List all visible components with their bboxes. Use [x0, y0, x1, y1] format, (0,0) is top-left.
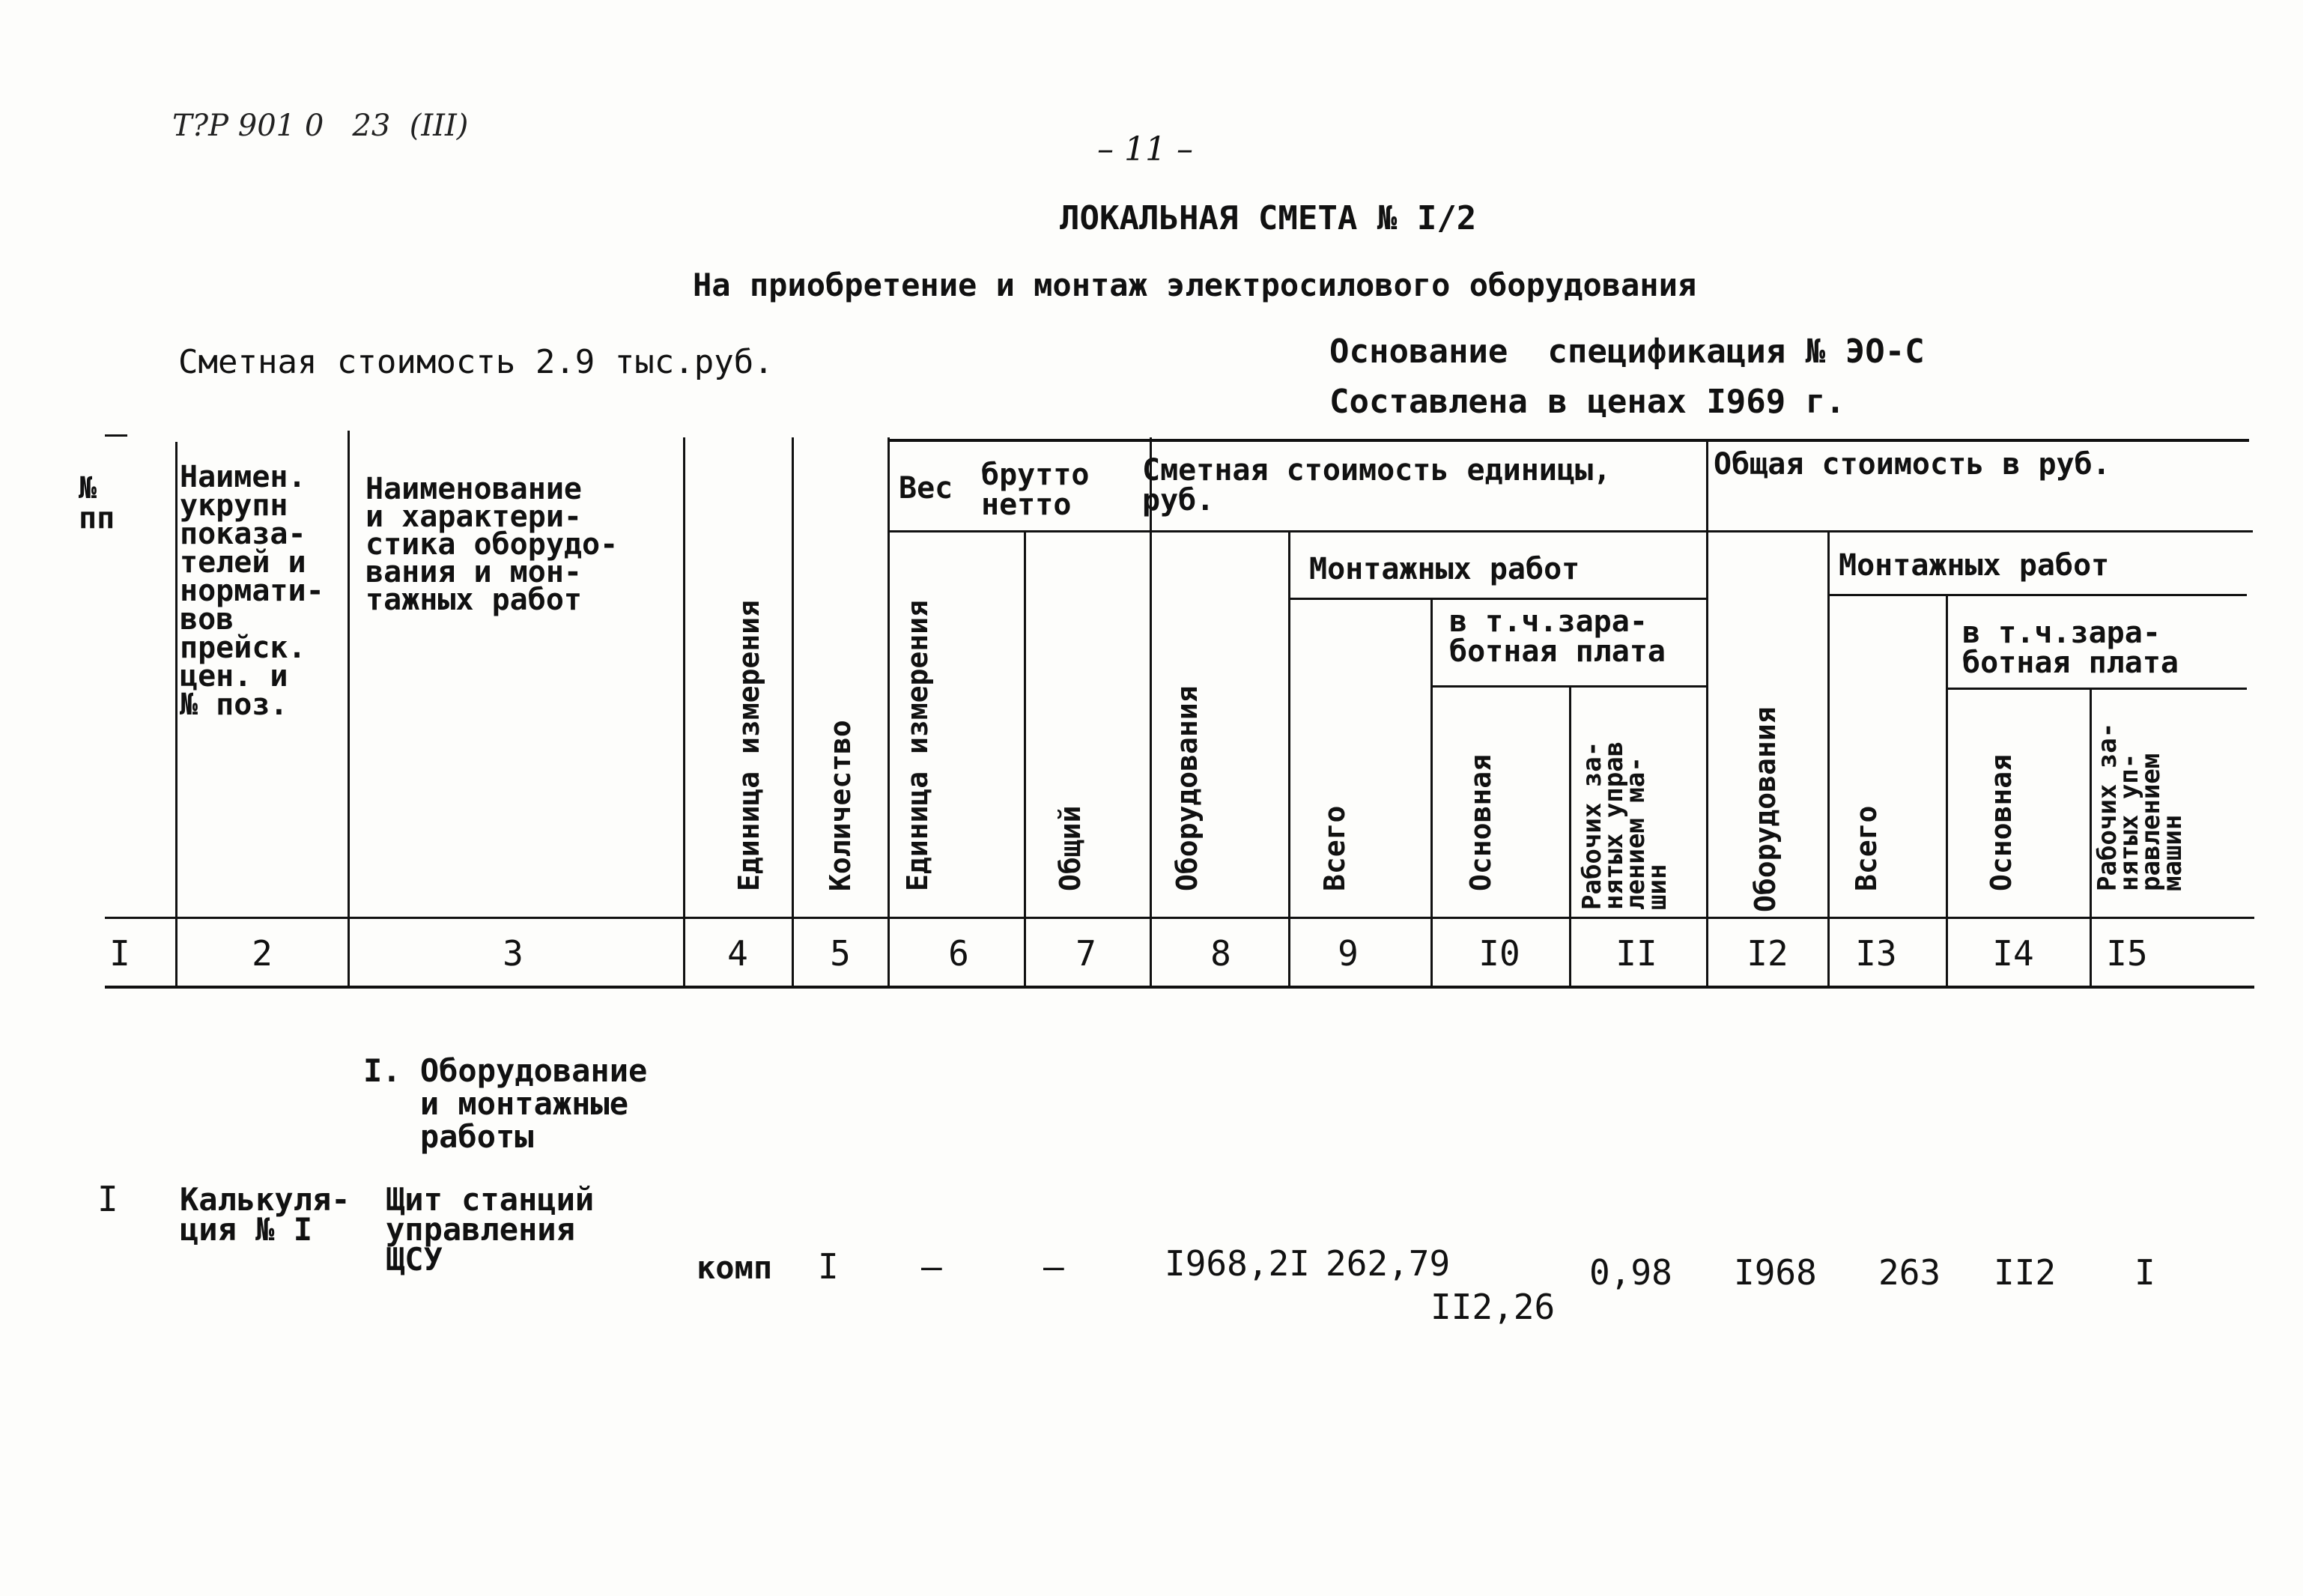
header-unit-wage-group: в т.ч.зара- ботная плата: [1449, 604, 1666, 669]
column-number: II: [1615, 933, 1657, 974]
page-number: – 11 –: [1097, 130, 1193, 169]
row-unit: комп: [697, 1249, 773, 1286]
header-unit-wage-basic: Основная: [1464, 753, 1497, 891]
row-name: Щит станций управления ЩСУ: [386, 1181, 595, 1278]
header-total-cost-group: Общая стоимость в руб.: [1714, 447, 2111, 482]
header-unit-cost-group: Сметная стоимость единицы, руб.: [1142, 453, 1612, 518]
column-number: 2: [252, 933, 273, 974]
header-unit: Единица измерения: [732, 600, 765, 891]
column-number: I5: [2106, 933, 2148, 974]
row-equipment-price: I968,2I: [1165, 1243, 1310, 1284]
header-total-equipment: Оборудования: [1749, 706, 1782, 912]
row-weight-total: –: [1043, 1246, 1064, 1287]
header-qty: Количество: [824, 720, 857, 891]
column-number: 4: [727, 933, 748, 974]
handwritten-code: Т?Р 901 0 23 (III): [172, 109, 469, 143]
document-subtitle: На приобретение и монтаж электросилового оборудования: [693, 267, 1697, 303]
column-number: I2: [1747, 933, 1788, 974]
column-number: I4: [1992, 933, 2034, 974]
header-code: Наимен. укрупн показа- телей и нормати- вов прейск. цен. и № поз.: [180, 460, 324, 722]
row-code: Калькуля- ция № I: [180, 1181, 351, 1248]
row-total-install: 263: [1878, 1252, 1941, 1293]
header-unit-install-total: Всего: [1318, 805, 1351, 891]
section-title: I. Оборудование и монтажные работы: [363, 1052, 648, 1155]
header-pp: № пп: [79, 471, 115, 535]
prices-year: Составлена в ценах I969 г.: [1329, 383, 1845, 421]
row-total-equipment: I968: [1734, 1252, 1817, 1293]
column-number: I3: [1855, 933, 1897, 974]
column-number: 6: [948, 933, 969, 974]
header-weight-total: Общий: [1054, 805, 1087, 891]
header-weight-unit: Единица измерения: [901, 600, 934, 891]
header-weight-ves: Вес: [899, 471, 953, 506]
row-total-wage-basic: II2: [1994, 1252, 2057, 1293]
header-unit-equipment: Оборудования: [1171, 685, 1204, 891]
header-total-wage-basic: Основная: [1985, 753, 2018, 891]
row-weight-unit: –: [921, 1246, 942, 1287]
column-number: I: [109, 933, 130, 974]
row-install-total: 262,79: [1326, 1243, 1451, 1284]
estimated-cost: Сметная стоимость 2.9 тыс.руб.: [178, 343, 774, 381]
header-total-install-total: Всего: [1850, 805, 1883, 891]
column-number: 8: [1210, 933, 1231, 974]
column-number: 9: [1338, 933, 1359, 974]
header-total-wage-machine: Рабочих за- нятых уп- равлением машин: [2093, 722, 2188, 891]
row-total-wage-machine: I: [2134, 1252, 2155, 1293]
header-total-wage-group: в т.ч.зара- ботная плата: [1962, 616, 2179, 680]
column-number: 5: [830, 933, 851, 974]
column-number: I0: [1478, 933, 1520, 974]
row-wage-basic: II2,26: [1430, 1287, 1556, 1327]
row-wage-machine: 0,98: [1589, 1252, 1672, 1293]
document-title: ЛОКАЛЬНАЯ СМЕТА № I/2: [1060, 199, 1477, 237]
column-number: 3: [503, 933, 524, 974]
row-pp: I: [97, 1179, 118, 1219]
row-qty: I: [818, 1246, 839, 1287]
header-unit-wage-machine: Рабочих за- нятых управ лением ма- шин: [1577, 741, 1672, 910]
header-name: Наименование и характери- стика оборудо- вания и мон- тажных работ: [365, 472, 619, 617]
header-total-install-group: Монтажных работ: [1839, 548, 2110, 583]
header-weight-brutto: брутто нетто: [981, 458, 1090, 522]
basis: Основание спецификация № ЭО-С: [1329, 333, 1925, 371]
column-number: 7: [1075, 933, 1096, 974]
header-unit-install-group: Монтажных работ: [1309, 552, 1580, 586]
